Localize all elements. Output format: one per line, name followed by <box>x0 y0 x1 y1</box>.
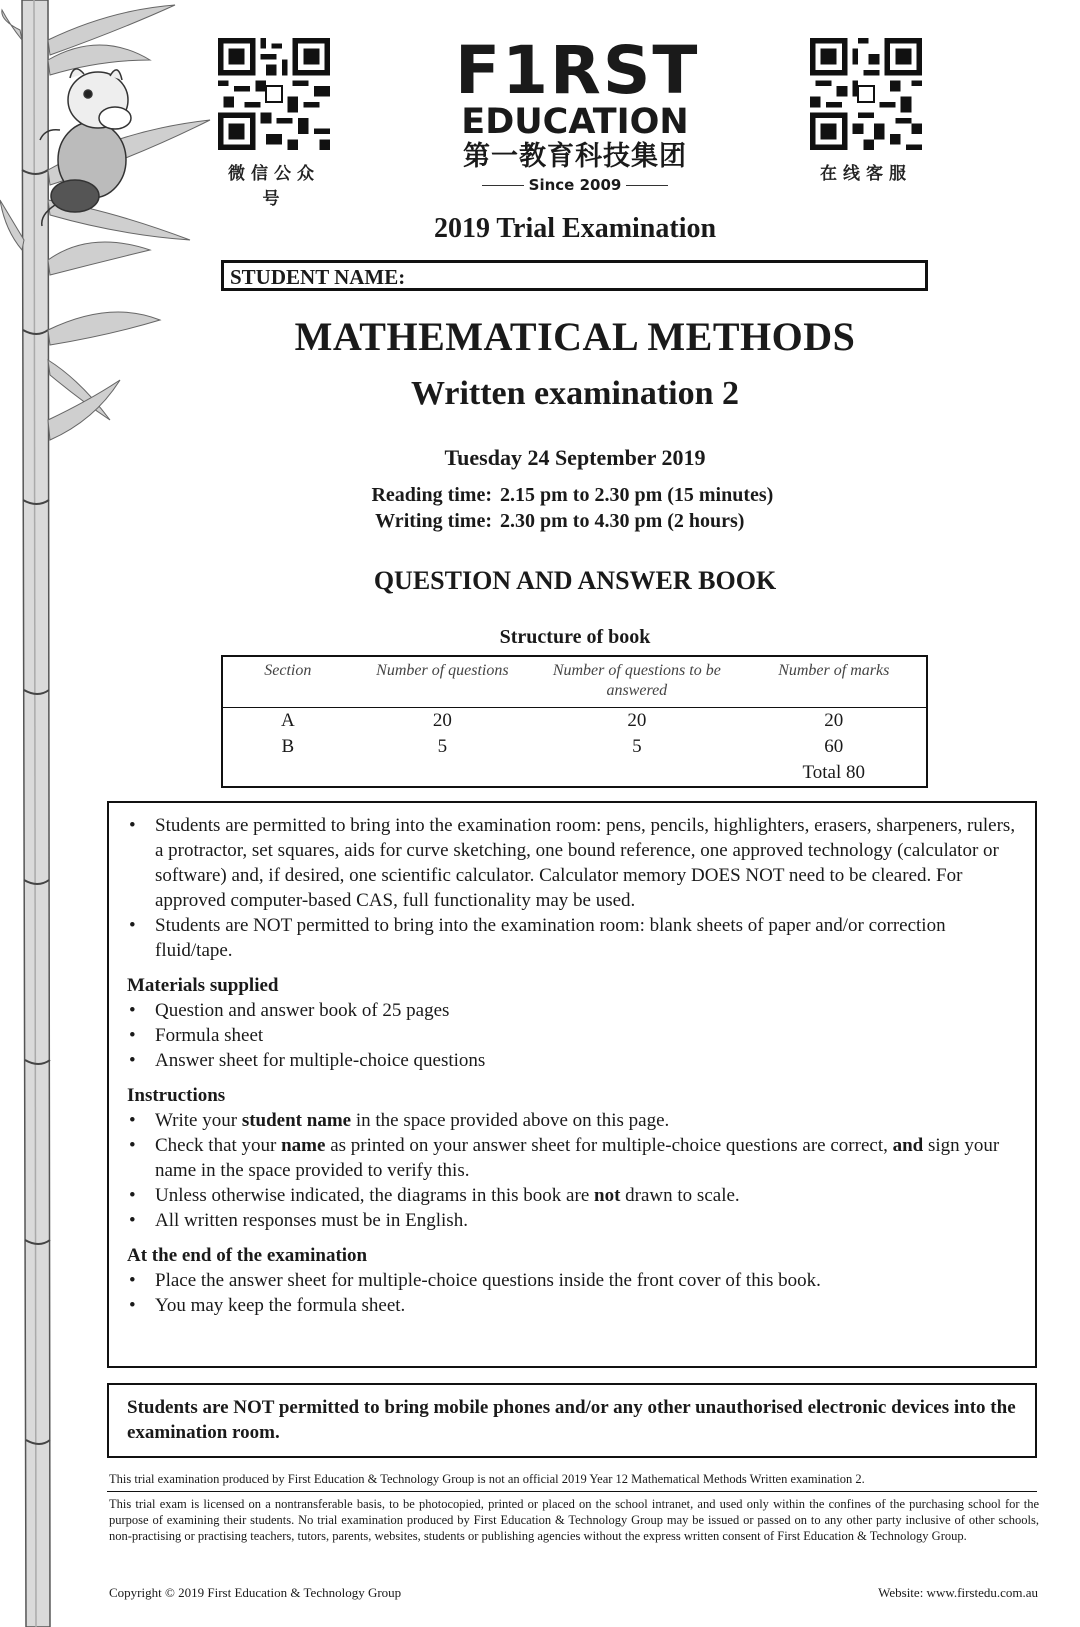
logo-education: EDUCATION <box>461 102 689 142</box>
exam-date: Tuesday 24 September 2019 <box>444 445 706 470</box>
table-cell: B <box>281 736 295 757</box>
qr-caption-service: 在线客服 <box>820 164 912 184</box>
header-questions: Number of questions <box>376 662 509 679</box>
list-item: • Formula sheet <box>127 1023 1017 1048</box>
table-cell: 20 <box>432 710 452 731</box>
materials-list <box>127 998 1017 1073</box>
table-cell: A <box>280 710 295 731</box>
qr-code-icon <box>810 38 922 150</box>
rules-box <box>107 801 1037 1368</box>
exam-title: Written examination 2 <box>410 375 739 412</box>
list-item: • Write your student name in the space provided above on this page. <box>127 1108 1017 1133</box>
end-heading: At the end of the examination <box>127 1245 368 1266</box>
table-cell: 60 <box>824 736 844 757</box>
qr-code-icon <box>218 38 330 150</box>
table-total-row <box>223 760 926 786</box>
disclaimer-official: This trial examination produced by First Education & Technology Group is not an official 2019 Year 12 Mathematical Methods Written examination 2. <box>109 1472 865 1486</box>
table-total: Total 80 <box>802 762 866 783</box>
reading-time-label: Reading time: <box>371 484 492 506</box>
materials-heading: Materials supplied <box>127 975 279 996</box>
header-marks: Number of marks <box>778 662 890 679</box>
trial-title: 2019 Trial Examination <box>433 213 717 244</box>
list-item: • Place the answer sheet for multiple-choice questions inside the front cover of this book. <box>127 1268 1017 1293</box>
logo-chinese: 第一教育科技集团 <box>463 141 687 172</box>
list-item: • Unless otherwise indicated, the diagrams in this book are not drawn to scale. <box>127 1183 1017 1208</box>
header-answered: Number of questions to be answered <box>552 662 721 699</box>
qr-caption-wechat: 微信公众号 <box>228 164 320 209</box>
structure-header <box>223 657 926 708</box>
table-row <box>223 734 926 760</box>
reading-time-row <box>357 482 773 508</box>
table-cell: 20 <box>824 710 844 731</box>
instructions-list <box>127 1108 1017 1233</box>
table-cell: 5 <box>632 736 642 757</box>
end-list <box>127 1268 1017 1318</box>
exam-times <box>357 482 773 534</box>
divider <box>107 1491 1037 1492</box>
list-item: • Students are NOT permitted to bring into the examination room: blank sheets of paper and/or correction fluid/tape. <box>127 913 1017 963</box>
list-item: • Answer sheet for multiple-choice questions <box>127 1048 1017 1073</box>
book-title: QUESTION AND ANSWER BOOK <box>373 566 777 595</box>
writing-time-value: 2.30 pm to 4.30 pm (2 hours) <box>500 510 745 532</box>
list-item: • Students are permitted to bring into the examination room: pens, pencils, highlighters, erasers, sharpeners, rulers, a protractor, set squares, aids for curve sketching, one bound reference, one approved technology (calculator or software) and, if desired, one scientific calculator. Calculator memory DOES NOT need to be cleared. For approved computer-based CAS, full functionality may be used. <box>127 813 1017 913</box>
permitted-list <box>127 813 1017 963</box>
writing-time-row <box>357 508 773 534</box>
warning-box: Students are NOT permitted to bring mobile phones and/or any other unauthorised electronic devices into the examination room. <box>107 1383 1037 1458</box>
reading-time-value: 2.15 pm to 2.30 pm (15 minutes) <box>500 484 774 506</box>
disclaimer-license: This trial exam is licensed on a nontransferable basis, to be photocopied, printed or placed on the school intranet, and used only within the confines of the purchasing school for the purpose of examining their students. No trial examination produced by First Education & Technology Group may be issued or passed on to any other party inclusive of other schools, non-practising or practising teachers, tutors, parents, websites, students or publishing agencies without the express written consent of First Education & Technology Group. <box>109 1497 1039 1543</box>
qr-code-service <box>810 38 922 184</box>
list-item: • You may keep the formula sheet. <box>127 1293 1017 1318</box>
writing-time-label: Writing time: <box>375 510 492 532</box>
list-item: • Check that your name as printed on your answer sheet for multiple-choice questions are correct, and sign your name in the space provided to verify this. <box>127 1133 1017 1183</box>
instructions-heading: Instructions <box>127 1085 226 1106</box>
structure-table <box>221 655 928 788</box>
table-cell: 20 <box>627 710 647 731</box>
student-name-label: STUDENT NAME: <box>230 265 406 289</box>
logo-wordmark: F1RST <box>455 32 700 109</box>
table-cell: 5 <box>437 736 448 757</box>
copyright: Copyright © 2019 First Education & Technology Group <box>109 1585 402 1600</box>
logo-since: Since 2009 <box>455 176 695 194</box>
qr-code-wechat <box>218 38 330 209</box>
website: Website: www.firstedu.com.au <box>878 1585 1038 1600</box>
first-education-logo <box>455 32 700 194</box>
structure-title: Structure of book <box>499 626 651 648</box>
list-item: • Question and answer book of 25 pages <box>127 998 1017 1023</box>
list-item: • All written responses must be in English. <box>127 1208 1017 1233</box>
subject-title: MATHEMATICAL METHODS <box>294 314 856 359</box>
student-name-field[interactable] <box>221 260 928 291</box>
table-row <box>223 708 926 734</box>
header-section: Section <box>264 662 312 679</box>
